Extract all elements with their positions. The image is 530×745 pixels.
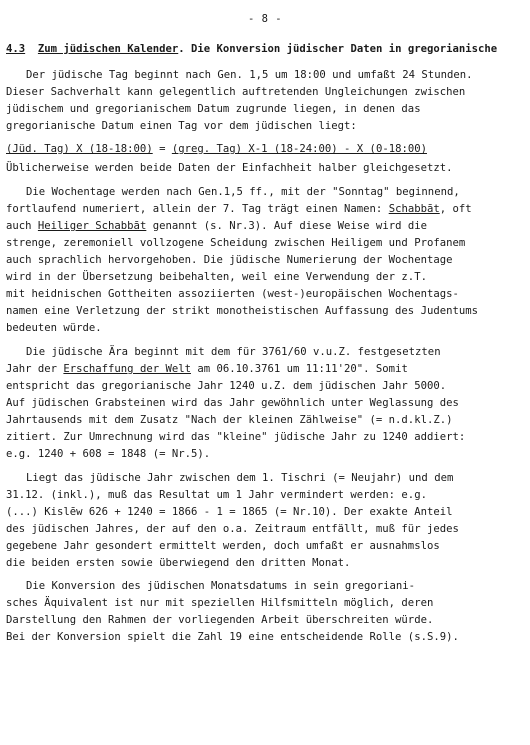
section-number: 4.3 (6, 43, 26, 55)
line-text: bedeuten würde. (6, 322, 102, 334)
paragraph-line (6, 431, 465, 443)
underlined-term: Schabbāt (388, 203, 440, 215)
paragraph-line: Die Konversion des jüdischen Monatsdatums in sein gregoriani- (26, 580, 416, 592)
line-text: auch (6, 220, 38, 232)
formula-left: (Jüd. Tag) X (18-18:00) (6, 143, 153, 155)
line-text: Jahrtausends mit dem Zusatz "Nach der kleinen Zählweise" (= n.d.kl.Z.) (6, 414, 453, 426)
line-text: zitiert. Zur Umrechnung wird das "kleine" jüdische Jahr zu 1240 addiert: (6, 431, 466, 443)
line-text: e.g. 1240 + 608 = 1848 (= Nr.5). (6, 448, 211, 460)
paragraph-line (6, 254, 452, 266)
line-text: Die Wochentage werden nach Gen.1,5 ff., mit der "Sonntag" beginnend, (26, 186, 460, 198)
paragraph-line: gegebene Jahr gesondert ermittelt werden, doch umfaßt er ausnahmslos (6, 540, 440, 552)
paragraph-line: sches Äquivalent ist nur mit speziellen Hilfsmitteln möglich, deren (6, 597, 434, 609)
underlined-term: Heiliger Schabbāt (37, 220, 147, 232)
paragraph-line (6, 448, 210, 460)
underlined-term: Erschaffung der Welt (63, 363, 191, 375)
line-text: strenge, zeremoniell vollzogene Scheidung zwischen Heiligem und Profanem (6, 237, 466, 249)
date-formula (6, 143, 427, 155)
paragraph-line: (...) Kislēw 626 + 1240 = 1866 - 1 = 1865 (= Nr.10). Der exakte Anteil (6, 506, 453, 518)
section-heading (6, 43, 530, 55)
paragraph-line (6, 397, 459, 409)
section-title: Zum jüdischen Kalender (37, 43, 179, 55)
line-text: , oft (439, 203, 472, 215)
paragraph-line: Bei der Konversion spielt die Zahl 19 eine entscheidende Rolle (s.S.9). (6, 631, 459, 643)
paragraph-line: Darstellung den Rahmen der vorliegenden Arbeit überschreiten würde. (6, 614, 434, 626)
paragraph-line: gregorianische Datum einen Tag vor dem jüdischen liegt: (6, 120, 357, 132)
paragraph-line: Üblicherweise werden beide Daten der Einfachheit halber gleichgesetzt. (6, 162, 453, 174)
line-text: entspricht das gregorianische Jahr 1240 u.Z. dem jüdischen Jahr 5000. (6, 380, 447, 392)
line-text: mit heidnischen Gottheiten assoziierten (west-)europäischen Wochentags- (6, 288, 459, 300)
paragraph-line (6, 237, 465, 249)
formula-equals: = (152, 143, 172, 155)
line-text: am 06.10.3761 um 11:11'20". Somit (190, 363, 408, 375)
line-text: auch sprachlich hervorgehoben. Die jüdische Numerierung der Wochentage (6, 254, 453, 266)
paragraph-line: Liegt das jüdische Jahr zwischen dem 1. Tischri (= Neujahr) und dem (26, 472, 454, 484)
paragraph-line (6, 380, 446, 392)
line-text: fortlaufend numeriert, allein der 7. Tag trägt einen Namen: (6, 203, 389, 215)
paragraph-line: Der jüdische Tag beginnt nach Gen. 1,5 um 18:00 und umfaßt 24 Stunden. (26, 69, 473, 81)
line-text: namen eine Verletzung der strikt monotheistischen Auffassung des Judentums (6, 305, 478, 317)
paragraph-line (6, 322, 102, 334)
line-text: Die jüdische Ära beginnt mit dem für 3761/60 v.u.Z. festgesetzten (26, 346, 441, 358)
paragraph-line: 31.12. (inkl.), muß das Resultat um 1 Jahr vermindert werden: e.g. (6, 489, 427, 501)
line-text: Auf jüdischen Grabsteinen wird das Jahr gewöhnlich unter Weglassung des (6, 397, 459, 409)
paragraph-line (6, 203, 472, 215)
line-text: Jahr der (6, 363, 64, 375)
line-text: genannt (s. Nr.3). Auf diese Weise wird die (146, 220, 427, 232)
paragraph-line (6, 220, 427, 232)
paragraph-line (6, 363, 408, 375)
page-number: - 8 - (247, 13, 283, 25)
paragraph-line: jüdischem und gregorianischem Datum zugrunde liegen, in denen das (6, 103, 421, 115)
paragraph-line: die beiden ersten sowie überwiegend den dritten Monat. (6, 557, 351, 569)
line-text: wird in der Übersetzung beibehalten, weil eine Verwendung der z.T. (6, 271, 427, 283)
paragraph-line: Dieser Sachverhalt kann gelegentlich auftretenden Ungleichungen zwischen (6, 86, 466, 98)
paragraph-line (26, 346, 441, 358)
paragraph-line (6, 305, 478, 317)
paragraph-line (6, 288, 459, 300)
formula-right: (greg. Tag) X-1 (18-24:00) - X (0-18:00) (171, 143, 427, 155)
paragraph-line (6, 414, 452, 426)
paragraph-line (6, 271, 427, 283)
paragraph-line: des jüdischen Jahres, der auf den o.a. Zeitraum entfällt, muß für jedes (6, 523, 459, 535)
paragraph-line (26, 186, 460, 198)
section-subtitle: . Die Konversion jüdischer Daten in gregorianische (178, 43, 498, 55)
